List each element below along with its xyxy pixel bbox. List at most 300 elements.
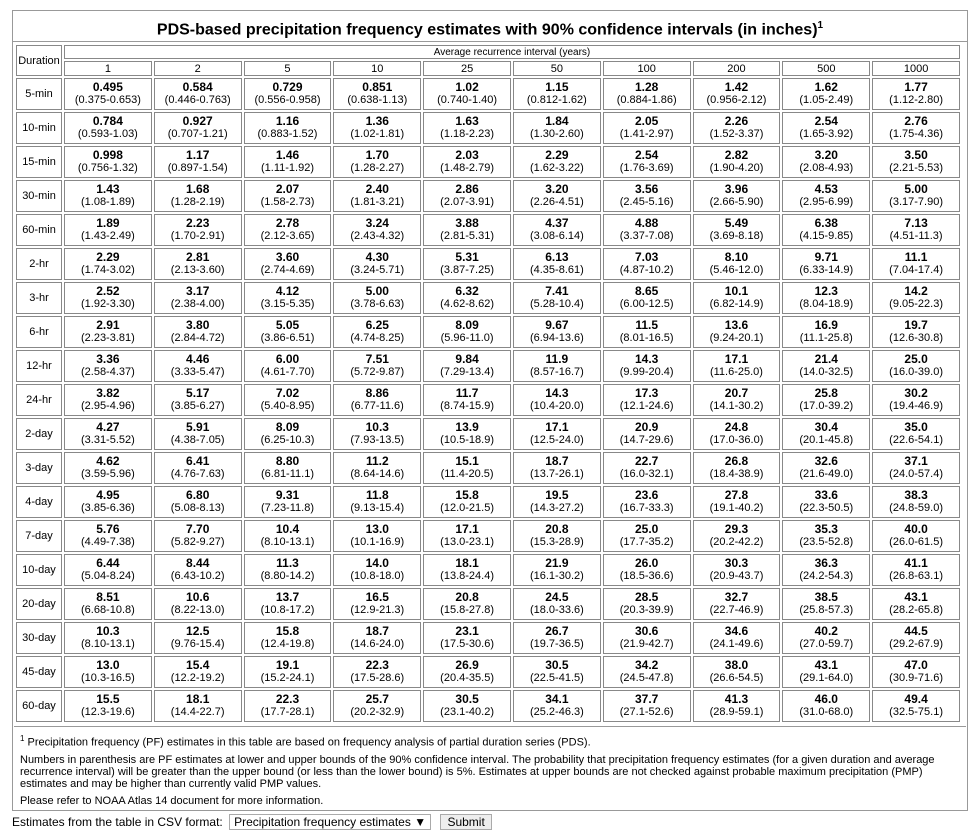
confidence-interval: (25.2-46.3) bbox=[529, 706, 584, 718]
estimate-value: 41.3 bbox=[724, 692, 749, 706]
estimate-cell bbox=[154, 554, 242, 586]
estimate-cell bbox=[244, 248, 332, 280]
estimate-value: 3.24 bbox=[365, 216, 389, 230]
confidence-interval: (1.90-4.20) bbox=[709, 162, 764, 174]
estimate-cell bbox=[154, 350, 242, 382]
estimate-value: 6.00 bbox=[275, 352, 300, 366]
confidence-interval: (0.446-0.763) bbox=[164, 94, 231, 106]
confidence-interval: (10.3-16.5) bbox=[80, 672, 135, 684]
estimate-cell bbox=[782, 146, 870, 178]
estimate-cell bbox=[603, 180, 691, 212]
estimate-cell bbox=[333, 78, 421, 110]
estimate-value: 0.927 bbox=[182, 114, 213, 128]
estimate-value: 2.40 bbox=[365, 182, 389, 196]
confidence-interval: (1.62-3.22) bbox=[529, 162, 584, 174]
estimate-value: 1.42 bbox=[724, 80, 749, 94]
recurrence-interval-header: 100 bbox=[603, 61, 691, 76]
estimate-value: 1.02 bbox=[455, 80, 479, 94]
csv-export-label: Estimates from the table in CSV format: bbox=[12, 815, 223, 829]
estimate-cell bbox=[423, 452, 511, 484]
estimate-value: 30.2 bbox=[904, 386, 928, 400]
estimate-value: 3.17 bbox=[186, 284, 210, 298]
estimate-value: 37.1 bbox=[904, 454, 928, 468]
estimate-cell bbox=[513, 248, 601, 280]
estimate-cell bbox=[64, 520, 152, 552]
estimate-value: 11.5 bbox=[635, 318, 659, 332]
estimate-cell bbox=[782, 656, 870, 688]
estimate-cell bbox=[693, 486, 781, 518]
estimate-cell bbox=[693, 180, 781, 212]
confidence-interval: (8.10-13.1) bbox=[80, 638, 135, 650]
estimate-value: 14.3 bbox=[545, 386, 569, 400]
confidence-interval: (32.5-75.1) bbox=[889, 706, 943, 718]
estimate-value: 22.3 bbox=[275, 692, 300, 706]
estimate-value: 15.5 bbox=[96, 692, 120, 706]
estimate-cell bbox=[333, 690, 421, 722]
estimate-cell bbox=[693, 588, 781, 620]
confidence-interval: (5.82-9.27) bbox=[170, 536, 225, 548]
estimate-cell bbox=[513, 112, 601, 144]
estimate-value: 13.0 bbox=[365, 522, 389, 536]
duration-label: 4-day bbox=[16, 486, 62, 518]
confidence-interval: (8.10-13.1) bbox=[260, 536, 315, 548]
confidence-interval: (22.6-54.1) bbox=[889, 434, 943, 446]
confidence-interval: (2.74-4.69) bbox=[260, 264, 315, 276]
estimate-value: 2.29 bbox=[96, 250, 120, 264]
confidence-interval: (19.4-46.9) bbox=[889, 400, 943, 412]
estimate-value: 19.7 bbox=[904, 318, 928, 332]
estimate-cell bbox=[513, 214, 601, 246]
estimate-value: 5.17 bbox=[186, 386, 210, 400]
confidence-interval: (26.8-63.1) bbox=[889, 570, 943, 582]
estimate-value: 1.15 bbox=[545, 80, 569, 94]
estimate-cell bbox=[154, 180, 242, 212]
estimate-cell bbox=[244, 384, 332, 416]
estimate-value: 1.68 bbox=[186, 182, 210, 196]
confidence-interval: (17.5-28.6) bbox=[350, 672, 405, 684]
estimate-cell bbox=[782, 78, 870, 110]
confidence-interval: (0.556-0.958) bbox=[254, 94, 321, 106]
duration-label: 30-min bbox=[16, 180, 62, 212]
submit-button[interactable]: Submit bbox=[440, 814, 491, 830]
estimate-value: 20.8 bbox=[455, 590, 479, 604]
estimate-value: 32.7 bbox=[724, 590, 749, 604]
title-text: PDS-based precipitation frequency estimates with 90% confidence intervals (in inches) bbox=[156, 21, 818, 39]
confidence-interval: (11.4-20.5) bbox=[440, 468, 494, 480]
estimate-value: 3.96 bbox=[724, 182, 749, 196]
estimate-value: 11.2 bbox=[365, 454, 389, 468]
estimate-value: 8.51 bbox=[96, 590, 120, 604]
estimate-value: 38.5 bbox=[814, 590, 838, 604]
estimate-cell bbox=[782, 690, 870, 722]
estimate-cell bbox=[513, 180, 601, 212]
estimate-value: 35.3 bbox=[814, 522, 838, 536]
estimate-value: 25.8 bbox=[814, 386, 838, 400]
confidence-interval: (6.25-10.3) bbox=[260, 434, 315, 446]
confidence-interval: (17.0-36.0) bbox=[709, 434, 764, 446]
estimate-value: 1.62 bbox=[814, 80, 838, 94]
confidence-interval: (1.65-3.92) bbox=[799, 128, 854, 140]
confidence-interval: (10.1-16.9) bbox=[350, 536, 405, 548]
confidence-interval: (11.1-25.8) bbox=[799, 332, 853, 344]
estimate-value: 4.95 bbox=[96, 488, 120, 502]
estimate-cell bbox=[693, 78, 781, 110]
estimate-cell bbox=[154, 418, 242, 450]
estimate-cell bbox=[244, 588, 332, 620]
estimate-cell bbox=[64, 656, 152, 688]
confidence-interval: (27.1-52.6) bbox=[619, 706, 674, 718]
estimate-cell bbox=[872, 690, 960, 722]
estimate-cell bbox=[872, 384, 960, 416]
estimate-cell bbox=[333, 282, 421, 314]
estimate-cell bbox=[64, 112, 152, 144]
estimate-value: 7.70 bbox=[186, 522, 210, 536]
recurrence-interval-header: 1 bbox=[64, 61, 152, 76]
duration-label: 24-hr bbox=[16, 384, 62, 416]
estimate-cell bbox=[693, 554, 781, 586]
estimate-value: 30.3 bbox=[724, 556, 749, 570]
estimate-value: 1.89 bbox=[96, 216, 120, 230]
confidence-interval: (1.75-4.36) bbox=[889, 128, 943, 140]
estimate-value: 8.10 bbox=[724, 250, 749, 264]
estimate-cell bbox=[782, 418, 870, 450]
estimate-cell bbox=[872, 146, 960, 178]
confidence-interval: (12.5-24.0) bbox=[529, 434, 584, 446]
confidence-interval: (5.40-8.95) bbox=[260, 400, 315, 412]
estimate-cell bbox=[333, 384, 421, 416]
table-row bbox=[16, 350, 960, 382]
estimate-value: 8.09 bbox=[455, 318, 479, 332]
confidence-interval: (15.2-24.1) bbox=[260, 672, 315, 684]
confidence-interval: (5.96-11.0) bbox=[440, 332, 494, 344]
estimate-cell bbox=[872, 418, 960, 450]
estimate-cell bbox=[872, 112, 960, 144]
estimate-cell bbox=[154, 622, 242, 654]
confidence-interval: (8.57-16.7) bbox=[529, 366, 584, 378]
estimate-cell bbox=[333, 656, 421, 688]
estimate-value: 18.1 bbox=[186, 692, 210, 706]
estimate-cell bbox=[423, 78, 511, 110]
confidence-interval: (2.26-4.51) bbox=[529, 196, 584, 208]
estimate-cell bbox=[872, 588, 960, 620]
estimate-cell bbox=[782, 112, 870, 144]
estimate-value: 9.67 bbox=[545, 318, 569, 332]
confidence-interval: (20.9-43.7) bbox=[709, 570, 764, 582]
confidence-interval: (2.07-3.91) bbox=[440, 196, 494, 208]
confidence-interval: (15.3-28.9) bbox=[529, 536, 584, 548]
estimate-cell bbox=[244, 180, 332, 212]
estimate-cell bbox=[513, 316, 601, 348]
confidence-interval: (14.1-30.2) bbox=[709, 400, 764, 412]
confidence-interval: (1.11-1.92) bbox=[260, 162, 314, 174]
confidence-interval: (20.2-32.9) bbox=[350, 706, 405, 718]
confidence-interval: (6.43-10.2) bbox=[170, 570, 225, 582]
estimate-value: 8.44 bbox=[186, 556, 210, 570]
estimate-cell bbox=[154, 656, 242, 688]
estimate-cell bbox=[872, 520, 960, 552]
estimate-value: 38.0 bbox=[724, 658, 749, 672]
estimate-cell bbox=[782, 554, 870, 586]
confidence-interval: (5.08-8.13) bbox=[170, 502, 225, 514]
confidence-interval: (1.43-2.49) bbox=[80, 230, 135, 242]
confidence-interval: (2.23-3.81) bbox=[80, 332, 135, 344]
confidence-interval: (1.70-2.91) bbox=[170, 230, 225, 242]
estimate-cell bbox=[872, 180, 960, 212]
estimate-value: 10.1 bbox=[724, 284, 749, 298]
duration-label: 2-hr bbox=[16, 248, 62, 280]
estimate-value: 21.4 bbox=[814, 352, 838, 366]
estimate-value: 18.7 bbox=[545, 454, 569, 468]
confidence-interval: (2.66-5.90) bbox=[709, 196, 764, 208]
estimate-cell bbox=[513, 384, 601, 416]
estimate-cell bbox=[333, 350, 421, 382]
estimate-cell bbox=[423, 146, 511, 178]
duration-label: 5-min bbox=[16, 78, 62, 110]
confidence-interval: (9.24-20.1) bbox=[709, 332, 764, 344]
estimate-cell bbox=[872, 78, 960, 110]
confidence-interval: (10.8-18.0) bbox=[350, 570, 405, 582]
estimate-cell bbox=[872, 282, 960, 314]
estimate-value: 6.80 bbox=[186, 488, 210, 502]
estimate-value: 8.65 bbox=[635, 284, 659, 298]
pf-table bbox=[14, 43, 962, 724]
estimate-cell bbox=[64, 690, 152, 722]
confidence-interval: (6.82-14.9) bbox=[709, 298, 764, 310]
duration-label: 10-day bbox=[16, 554, 62, 586]
estimate-value: 11.9 bbox=[545, 352, 569, 366]
confidence-interval: (10.8-17.2) bbox=[260, 604, 315, 616]
estimate-value: 3.56 bbox=[635, 182, 659, 196]
confidence-interval: (3.24-5.71) bbox=[350, 264, 405, 276]
confidence-interval: (9.99-20.4) bbox=[619, 366, 674, 378]
estimate-value: 2.03 bbox=[455, 148, 479, 162]
confidence-interval: (3.15-5.35) bbox=[260, 298, 315, 310]
estimate-value: 2.29 bbox=[545, 148, 569, 162]
estimate-cell bbox=[333, 486, 421, 518]
table-row bbox=[16, 248, 960, 280]
estimate-value: 11.1 bbox=[904, 250, 928, 264]
confidence-interval: (29.1-64.0) bbox=[799, 672, 854, 684]
estimate-value: 26.0 bbox=[635, 556, 659, 570]
confidence-interval: (20.1-45.8) bbox=[799, 434, 854, 446]
estimate-cell bbox=[782, 214, 870, 246]
estimate-cell bbox=[782, 622, 870, 654]
estimate-cell bbox=[782, 350, 870, 382]
estimate-cell bbox=[603, 486, 691, 518]
estimate-value: 17.3 bbox=[635, 386, 659, 400]
table-row bbox=[16, 146, 960, 178]
estimate-value: 0.495 bbox=[92, 80, 123, 94]
estimate-cell bbox=[154, 248, 242, 280]
estimate-cell bbox=[154, 520, 242, 552]
confidence-interval: (2.58-4.37) bbox=[80, 366, 135, 378]
estimate-cell bbox=[423, 214, 511, 246]
estimate-value: 6.41 bbox=[186, 454, 210, 468]
estimate-value: 4.88 bbox=[635, 216, 659, 230]
estimate-cell bbox=[333, 418, 421, 450]
confidence-interval: (4.74-8.25) bbox=[350, 332, 405, 344]
estimate-value: 3.82 bbox=[96, 386, 120, 400]
confidence-interval: (16.0-32.1) bbox=[619, 468, 674, 480]
confidence-interval: (2.81-5.31) bbox=[440, 230, 494, 242]
estimate-value: 25.7 bbox=[365, 692, 389, 706]
confidence-interval: (8.74-15.9) bbox=[440, 400, 494, 412]
estimate-value: 33.6 bbox=[814, 488, 838, 502]
estimate-value: 2.76 bbox=[904, 114, 928, 128]
confidence-interval: (3.31-5.52) bbox=[80, 434, 135, 446]
estimate-cell bbox=[154, 452, 242, 484]
estimate-cell bbox=[693, 452, 781, 484]
estimate-value: 26.7 bbox=[545, 624, 569, 638]
confidence-interval: (0.897-1.54) bbox=[167, 162, 228, 174]
confidence-interval: (13.8-24.4) bbox=[440, 570, 494, 582]
estimate-value: 30.6 bbox=[635, 624, 659, 638]
confidence-interval: (0.375-0.653) bbox=[74, 94, 141, 106]
estimate-value: 11.8 bbox=[365, 488, 389, 502]
estimate-cell bbox=[782, 180, 870, 212]
estimate-cell bbox=[603, 214, 691, 246]
estimate-value: 20.9 bbox=[635, 420, 659, 434]
estimate-cell bbox=[423, 486, 511, 518]
estimate-cell bbox=[693, 214, 781, 246]
estimate-value: 8.09 bbox=[275, 420, 300, 434]
estimate-cell bbox=[333, 180, 421, 212]
confidence-interval: (24.8-59.0) bbox=[889, 502, 943, 514]
table-row bbox=[16, 214, 960, 246]
confidence-interval: (9.76-15.4) bbox=[170, 638, 225, 650]
recurrence-interval-row bbox=[16, 61, 960, 76]
confidence-interval: (0.956-2.12) bbox=[706, 94, 767, 106]
estimate-value: 4.12 bbox=[275, 284, 300, 298]
estimate-cell bbox=[423, 554, 511, 586]
estimate-value: 18.1 bbox=[455, 556, 479, 570]
estimate-cell bbox=[513, 282, 601, 314]
confidence-interval: (8.22-13.0) bbox=[170, 604, 225, 616]
confidence-interval: (26.0-61.5) bbox=[889, 536, 943, 548]
estimate-value: 7.02 bbox=[275, 386, 300, 400]
estimate-value: 34.1 bbox=[545, 692, 569, 706]
estimate-cell bbox=[693, 384, 781, 416]
confidence-interval: (10.5-18.9) bbox=[440, 434, 494, 446]
table-row bbox=[16, 112, 960, 144]
confidence-interval: (9.05-22.3) bbox=[889, 298, 943, 310]
estimate-cell bbox=[64, 554, 152, 586]
estimate-cell bbox=[333, 554, 421, 586]
confidence-interval: (3.08-6.14) bbox=[529, 230, 584, 242]
estimate-value: 34.6 bbox=[724, 624, 749, 638]
estimate-cell bbox=[513, 78, 601, 110]
confidence-interval: (19.1-40.2) bbox=[709, 502, 764, 514]
estimate-cell bbox=[64, 146, 152, 178]
estimate-cell bbox=[603, 350, 691, 382]
estimate-cell bbox=[693, 112, 781, 144]
estimate-cell bbox=[244, 316, 332, 348]
estimate-cell bbox=[693, 350, 781, 382]
confidence-interval: (0.740-1.40) bbox=[437, 94, 498, 106]
estimate-value: 46.0 bbox=[814, 692, 838, 706]
estimate-cell bbox=[872, 452, 960, 484]
estimate-value: 11.3 bbox=[276, 556, 299, 570]
estimate-cell bbox=[423, 282, 511, 314]
table-row bbox=[16, 690, 960, 722]
estimate-cell bbox=[64, 282, 152, 314]
estimate-cell bbox=[154, 316, 242, 348]
estimate-value: 5.91 bbox=[186, 420, 210, 434]
estimate-value: 36.3 bbox=[814, 556, 838, 570]
estimate-cell bbox=[333, 588, 421, 620]
confidence-interval: (1.02-1.81) bbox=[350, 128, 405, 140]
estimate-cell bbox=[603, 622, 691, 654]
confidence-interval: (1.74-3.02) bbox=[80, 264, 135, 276]
estimate-cell bbox=[513, 554, 601, 586]
confidence-interval: (16.0-39.0) bbox=[889, 366, 943, 378]
estimate-value: 1.17 bbox=[186, 148, 210, 162]
confidence-interval: (4.38-7.05) bbox=[170, 434, 225, 446]
estimate-value: 3.36 bbox=[96, 352, 120, 366]
estimate-cell bbox=[333, 214, 421, 246]
duration-label: 6-hr bbox=[16, 316, 62, 348]
confidence-interval: (13.0-23.1) bbox=[440, 536, 494, 548]
recurrence-interval-header: 2 bbox=[154, 61, 242, 76]
duration-label: 3-hr bbox=[16, 282, 62, 314]
confidence-interval: (0.707-1.21) bbox=[167, 128, 228, 140]
estimate-cell bbox=[603, 690, 691, 722]
estimate-value: 26.9 bbox=[455, 658, 479, 672]
duration-label: 60-min bbox=[16, 214, 62, 246]
estimate-cell bbox=[244, 486, 332, 518]
estimate-cell bbox=[872, 316, 960, 348]
estimate-value: 8.80 bbox=[275, 454, 300, 468]
estimate-value: 13.9 bbox=[455, 420, 479, 434]
confidence-interval: (1.48-2.79) bbox=[440, 162, 494, 174]
estimate-cell bbox=[154, 146, 242, 178]
estimate-value: 2.54 bbox=[814, 114, 838, 128]
confidence-interval: (4.87-10.2) bbox=[619, 264, 674, 276]
confidence-interval: (2.13-3.60) bbox=[170, 264, 225, 276]
confidence-interval: (1.92-3.30) bbox=[80, 298, 135, 310]
estimate-value: 8.86 bbox=[365, 386, 389, 400]
estimate-value: 43.1 bbox=[904, 590, 928, 604]
confidence-interval: (24.0-57.4) bbox=[889, 468, 943, 480]
confidence-interval: (19.7-36.5) bbox=[529, 638, 584, 650]
confidence-interval: (27.0-59.7) bbox=[799, 638, 854, 650]
estimate-cell bbox=[423, 520, 511, 552]
estimate-cell bbox=[693, 622, 781, 654]
duration-label: 30-day bbox=[16, 622, 62, 654]
confidence-interval: (24.1-49.6) bbox=[709, 638, 764, 650]
estimate-cell bbox=[603, 452, 691, 484]
estimate-value: 43.1 bbox=[814, 658, 838, 672]
confidence-interval: (1.12-2.80) bbox=[889, 94, 943, 106]
estimate-cell bbox=[333, 112, 421, 144]
confidence-interval: (5.28-10.4) bbox=[529, 298, 584, 310]
confidence-interval: (8.80-14.2) bbox=[260, 570, 315, 582]
confidence-interval: (1.18-2.23) bbox=[440, 128, 494, 140]
estimate-cell bbox=[513, 350, 601, 382]
estimate-cell bbox=[64, 588, 152, 620]
estimate-value: 6.32 bbox=[455, 284, 479, 298]
estimate-value: 7.41 bbox=[545, 284, 569, 298]
estimate-value: 2.52 bbox=[96, 284, 120, 298]
confidence-interval: (16.1-30.2) bbox=[529, 570, 584, 582]
estimate-cell bbox=[244, 622, 332, 654]
estimate-cell bbox=[423, 656, 511, 688]
estimate-cell bbox=[244, 656, 332, 688]
footnote-text: Precipitation frequency (PF) estimates in this table are based on frequency analysis of partial duration series (PDS). bbox=[27, 736, 591, 749]
confidence-interval: (18.4-38.9) bbox=[709, 468, 764, 480]
confidence-interval: (6.77-11.6) bbox=[350, 400, 404, 412]
confidence-interval: (17.0-39.2) bbox=[799, 400, 854, 412]
